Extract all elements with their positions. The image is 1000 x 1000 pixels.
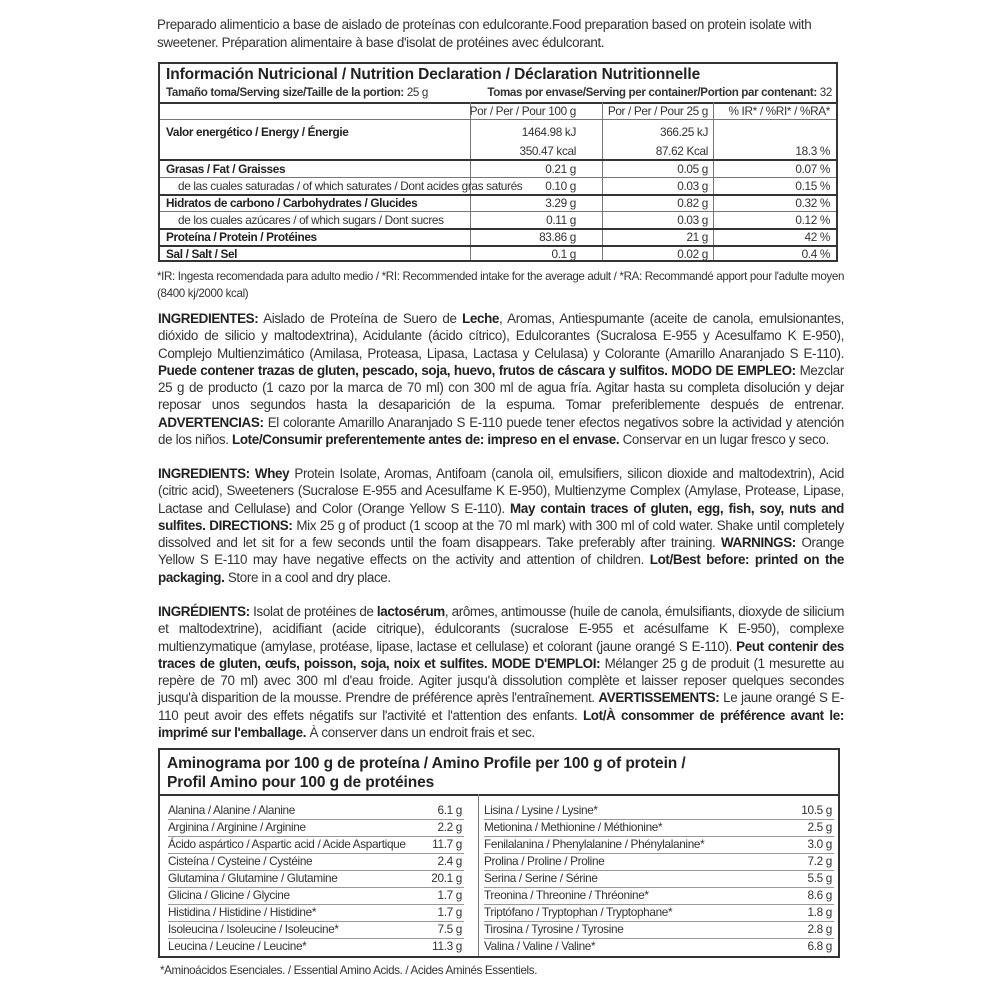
header-per25: Por / Per / Pour 25 g <box>607 104 708 118</box>
amino-row: Metionina / Methionine / Méthionine* 2.5 g <box>484 819 834 837</box>
sugars-ri: 0.12 % <box>795 213 830 227</box>
protein-ri: 42 % <box>804 230 830 244</box>
amino-footnote: *Aminoácidos Esenciales. / Essential Amino Acids. / Acides Aminés Essentiels. <box>160 964 538 977</box>
amino-row: Lisina / Lysine / Lysine* 10.5 g <box>484 802 834 820</box>
sugars-25: 0.03 g <box>677 213 708 227</box>
ingredients-es: INGREDIENTES: Aislado de Proteína de Suero de Leche, Aromas, Antiespumante (aceite de canola, emulsionantes, dióxido de silicio y maltodextrina), Acidulante (ácido cítrico), Edulcorantes (Sucralosa E-955 y Acesulfamo K E-950), Complejo Multienzimático (Amilasa, Proteasa, Lipasa, Lactasa y Celulasa) y Colorante (Amarillo Anaranjado S E-110). Puede contener trazas de gluten, pescado, soja, huevo, frutos de cáscara y sulfitos. MODO DE EMPLEO: Mezclar 25 g de producto (1 cazo por la marca de 70 ml) con 300 ml de agua fría. Agitar hasta su completa disolución y dejar reposar unos segundos hasta la desaparición de la espuma. Tomar preferiblemente después de entrenar. ADVERTENCIAS: El colorante Amarillo Anaranjado S E-110 puede tener efectos negativos sobre la actividad y atención de los niños. Lote/Consumir preferentemente antes de: impreso en el envase. Conservar en un lugar fresco y seco. <box>158 311 844 448</box>
row-saturates-label: de las cuales saturadas / of which saturates / Dont acides gras saturés <box>178 179 523 193</box>
intro-text: Preparado alimenticio a base de aislado de proteínas con edulcorante.Food preparation based on protein isolate with sweetener. Préparation alimentaire à base d'isolat de protéines avec édulcorant. <box>157 17 812 50</box>
saturates-100: 0.10 g <box>545 179 576 193</box>
header-ri: % IR* / %RI* / %RA* <box>728 104 830 118</box>
sugars-100: 0.11 g <box>546 213 576 227</box>
amino-row: Histidina / Histidine / Histidine* 1.7 g <box>168 904 464 922</box>
amino-row: Triptófano / Tryptophan / Tryptophane* 1.8 g <box>484 904 834 922</box>
amino-row: Prolina / Proline / Proline 7.2 g <box>484 853 834 871</box>
amino-row: Glicina / Glicine / Glycine 1.7 g <box>168 887 464 905</box>
saturates-25: 0.03 g <box>677 179 708 193</box>
energy-kj-100: 1464.98 kJ <box>521 125 576 139</box>
amino-row: Treonina / Threonine / Thréonine* 8.6 g <box>484 887 834 905</box>
amino-row: Arginina / Arginine / Arginine 2.2 g <box>168 819 464 837</box>
protein-100: 83.86 g <box>539 230 576 244</box>
fat-100: 0.21 g <box>545 162 576 176</box>
carbs-ri: 0.32 % <box>795 196 830 210</box>
nutrition-table <box>158 62 838 262</box>
amino-title: Aminograma por 100 g de proteína / Amino Profile per 100 g of protein / Profil Amino pour 100 g de protéines <box>167 755 686 791</box>
row-salt-label: Sal / Salt / Sel <box>166 247 238 261</box>
carbs-100: 3.29 g <box>545 196 576 210</box>
salt-100: 0.1 g <box>551 247 576 261</box>
amino-row: Glutamina / Glutamine / Glutamine 20.1 g <box>168 870 464 888</box>
fat-25: 0.05 g <box>677 162 708 176</box>
protein-25: 21 g <box>686 230 708 244</box>
energy-kcal-100: 350.47 kcal <box>519 144 576 158</box>
amino-row: Isoleucina / Isoleucine / Isoleucine* 7.5 g <box>168 921 464 939</box>
row-protein-label: Proteína / Protein / Protéines <box>166 230 317 244</box>
row-energy-label: Valor energético / Energy / Énergie <box>166 125 349 139</box>
serving-size: Tamaño toma/Serving size/Taille de la portion: 25 g <box>166 86 428 99</box>
nutrition-title: Información Nutricional / Nutrition Declaration / Déclaration Nutritionnelle <box>166 66 701 83</box>
header-per100: Por / Per / Pour 100 g <box>469 104 576 118</box>
ingredients-en: INGREDIENTS: Whey Protein Isolate, Aromas, Antifoam (canola oil, emulsifiers, silicon dioxide and maltodextrin), Acid (citric acid), Sweeteners (Sucralose E-955 and Acesulfame K E-950), Multienzyme Complex (Amylase, Protease, Lipase, Lactase and Cellulase) and Color (Orange Yellow S E-110). May contain traces of gluten, egg, fish, soy, nuts and sulfites. DIRECTIONS: Mix 25 g of product (1 scoop at the 70 ml mark) with 300 ml of cold water. Shake until completely dissolved and let sit for a few seconds until the foam disappears. Take preferably after training. WARNINGS: Orange Yellow S E-110 may have negative effects on the activity and attention of children. Lot/Best before: printed on the packaging. Store in a cool and dry place. <box>158 466 845 585</box>
servings-per-container: Tomas por envase/Serving per container/Portion par contenant: 32 <box>487 86 832 99</box>
row-sugars-label: de los cuales azúcares / of which sugars / Dont sucres <box>178 213 444 227</box>
amino-row: Tirosina / Tyrosine / Tyrosine 2.8 g <box>484 921 834 939</box>
saturates-ri: 0.15 % <box>795 179 830 193</box>
ri-footnote: *IR: Ingesta recomendada para adulto medio / *RI: Recommended intake for the average adult / *RA: Recommandé apport pour l'adulte moyen (8400 kj/2000 kcal) <box>157 270 845 300</box>
amino-row: Cisteína / Cysteine / Cystéine 2.4 g <box>168 853 464 871</box>
fat-ri: 0.07 % <box>795 162 830 176</box>
row-fat-label: Grasas / Fat / Graisses <box>166 162 286 176</box>
amino-row: Valina / Valine / Valine* 6.8 g <box>484 939 832 953</box>
row-carbs-label: Hidratos de carbono / Carbohydrates / Glucides <box>166 196 418 210</box>
energy-kcal-25: 87.62 Kcal <box>655 144 708 158</box>
energy-kj-25: 366.25 kJ <box>659 125 708 139</box>
amino-row: Ácido aspártico / Aspartic acid / Acide Aspartique 11.7 g <box>168 836 464 854</box>
amino-row: Fenilalanina / Phenylalanine / Phénylalanine* 3.0 g <box>484 836 834 854</box>
salt-ri: 0.4 % <box>801 247 830 261</box>
amino-table <box>158 748 840 958</box>
energy-ri: 18.3 % <box>795 144 830 158</box>
salt-25: 0.02 g <box>677 247 708 261</box>
amino-row: Alanina / Alanine / Alanine 6.1 g <box>168 802 464 820</box>
ingredients-fr: INGRÉDIENTS: Isolat de protéines de lactosérum, arômes, antimousse (huile de canola, émulsifiants, dioxyde de silicium et maltodextrine), acidifiant (acide citrique), édulcorants (sucralose E-955 et acésulfame K E-950), complexe multienzymatique (amylase, protéase, lipase, lactase et cellulase) et colorant (jaune orangé S E-110). Peut contenir des traces de gluten, œufs, poisson, soja, noix et sulfites. MODE D'EMPLOI: Mélanger 25 g de produit (1 mesurette au repère de 70 ml) avec 300 ml d'eau froide. Agiter jusqu'à dissolution complète et laisser reposer quelques secondes jusqu'à disparition de la mousse. Prendre de préférence après l'entraînement. AVERTISSEMENTS: Le jaune orangé S E-110 peut avoir des effets négatifs sur l'activité et l'attention des enfants. Lot/À consommer de préférence avant le: imprimé sur l'emballage. À conserver dans un endroit frais et sec. <box>158 604 844 741</box>
amino-row: Leucina / Leucine / Leucine* 11.3 g <box>168 939 462 953</box>
amino-row: Serina / Serine / Sérine 5.5 g <box>484 870 834 888</box>
carbs-25: 0.82 g <box>677 196 708 210</box>
